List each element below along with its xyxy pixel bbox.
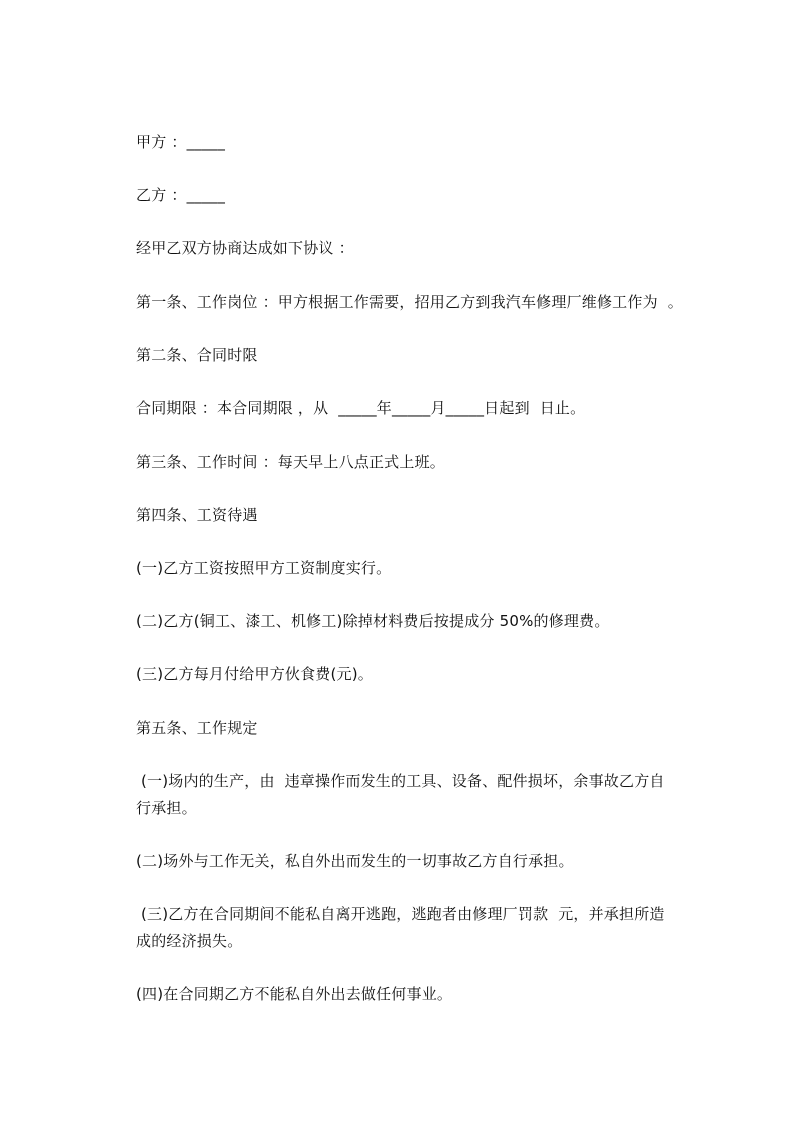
article-3: 第三条、工作时间 ：每天早上八点正式上班。 [136,453,445,471]
article-4-item-2: (二)乙方(铜工、漆工、机修工)除掉材料费后按提成分 50%的修理费。 [136,612,610,630]
article-5-item-3 [136,901,706,955]
article-2-title: 第二条、合同时限 [136,346,258,364]
article-4-title: 第四条、工资待遇 [136,506,258,524]
agreement-intro: 经甲乙双方协商达成如下协议 ： [136,239,354,257]
article-4-item-3: (三)乙方每月付给甲方伙食费(元)。 [136,665,374,683]
party-b-line: 乙方 ：_____ [136,186,226,204]
article-4-item-1: (一)乙方工资按照甲方工资制度实行。 [136,559,392,577]
party-a-line: 甲方 ：_____ [136,133,226,151]
article-5-item-4: (四)在合同期乙方不能私自外出去做任何事业。 [136,985,453,1003]
article-5-item-2: (二)场外与工作无关，私自外出而发生的一切事故乙方自行承担。 [136,852,574,870]
article-5-item-3-line-2: 成的经济损失。 [136,932,243,950]
article-5-item-1-line-2: 行承担。 [136,799,197,817]
article-5-item-1-line-1: (一)场内的生产，由 违章操作而发生的工具、设备、配件损坏，余事故乙方自 [136,772,665,790]
article-5-title: 第五条、工作规定 [136,719,258,737]
article-2-body: 合同期限 ：本合同期限 ，从 _____年_____月_____日起到 日止。 [136,399,586,417]
article-5-item-3-line-1: (三)乙方在合同期间不能私自离开逃跑，逃跑者由修理厂罚款 元，并承担所造 [136,905,665,923]
article-5-item-1 [136,768,706,822]
article-1: 第一条、工作岗位 ：甲方根据工作需要，招用乙方到我汽车修理厂维修工作为 。 [136,293,683,311]
